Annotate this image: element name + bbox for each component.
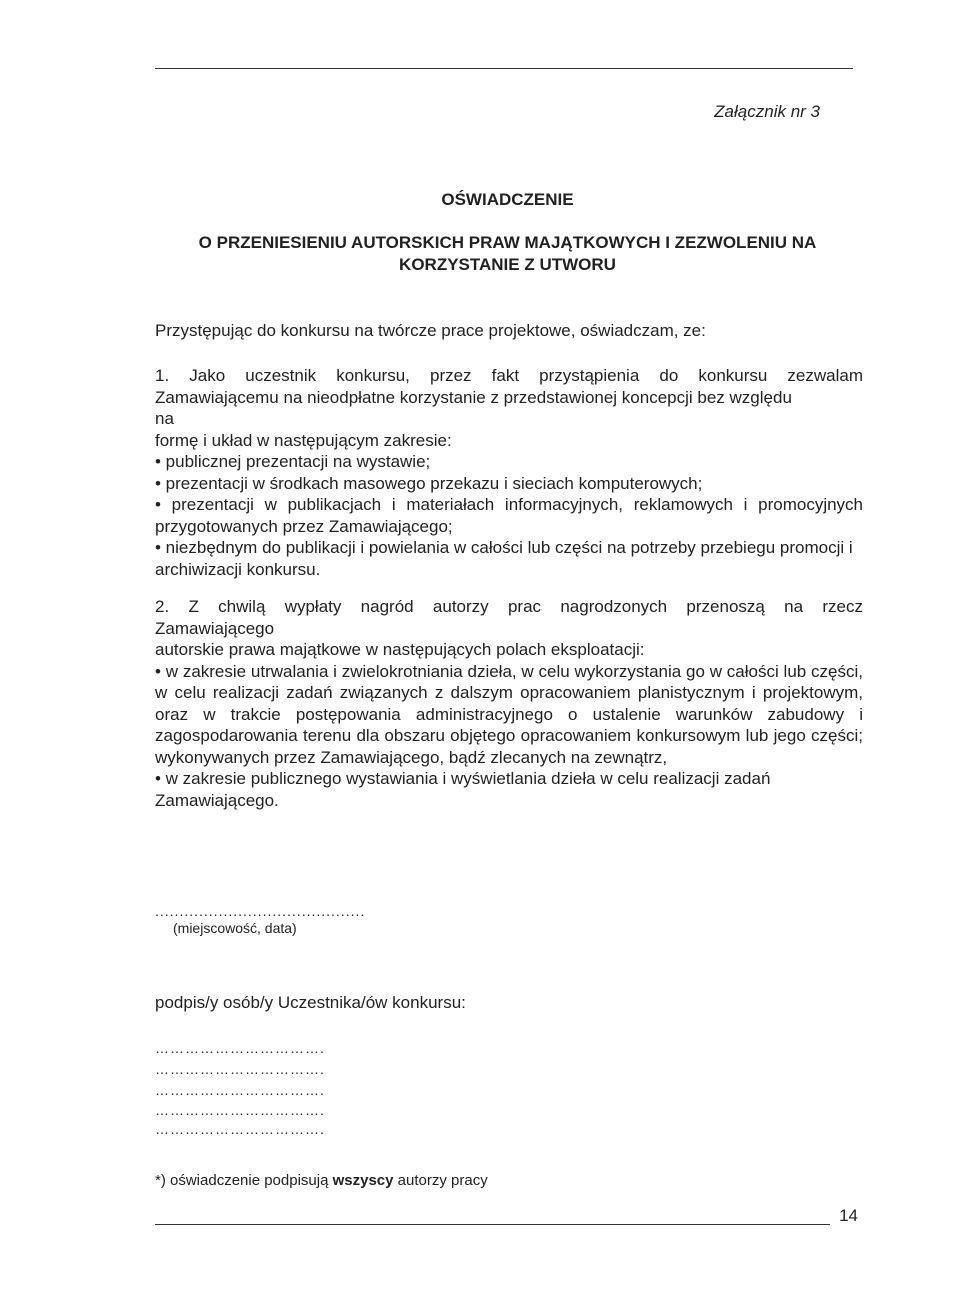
place-date-dotted-line: ........................................... (155, 903, 366, 919)
signature-label: podpis/y osób/y Uczestnika/ów konkursu: (155, 993, 466, 1012)
section-2-lead-line-2: Zamawiającego (155, 618, 275, 638)
section-1-bullet: • prezentacji w środkach masowego przekazu i sieciach komputerowych; (155, 473, 703, 493)
annex-label: Załącznik nr 3 (714, 102, 820, 121)
footnote-text: *) oświadczenie podpisują (155, 1172, 333, 1189)
section-2-lead-line-1: 2. Z chwilą wypłaty nagród autorzy prac nagrodzonych przenoszą na rzecz (155, 597, 863, 616)
section-1-bullet: • niezbędnym do publikacji i powielania w całości lub części na potrzeby przebiegu promocji i archiwizacji konkursu. (155, 538, 853, 579)
signature-line: ……………………………. (155, 1061, 325, 1077)
place-date-label: (miejscowość, data) (173, 920, 297, 936)
intro-text: Przystępując do konkursu na twórcze prace projektowe, oświadczam, ze: (155, 321, 706, 340)
section-1 (155, 365, 863, 580)
document-subtitle-line-2: KORZYSTANIE Z UTWORU (399, 255, 616, 274)
signature-line: ……………………………. (155, 1102, 325, 1118)
footnote-emphasis: wszyscy (332, 1172, 394, 1189)
section-2-lead-line-3: autorskie prawa majątkowe w następujących polach eksploatacji: (155, 640, 645, 659)
signature-line: ……………………………. (155, 1082, 325, 1098)
section-2-bullet: • w zakresie publicznego wystawiania i wyświetlania dzieła w celu realizacji zadań Zamawiającego. (155, 769, 771, 810)
section-1-bullet: • prezentacji w publikacjach i materiałach informacyjnych, reklamowych i promocyjnych przygotowanych przez Zamawiającego; (155, 495, 863, 536)
signature-line: ……………………………. (155, 1040, 325, 1056)
section-1-lead-line-4: formę i układ w następującym zakresie: (155, 430, 452, 450)
page-number: 14 (839, 1206, 858, 1225)
top-rule (155, 68, 853, 69)
document-subtitle-line-1: O PRZENIESIENIU AUTORSKICH PRAW MAJĄTKOWYCH I ZEZWOLENIU NA (198, 233, 817, 252)
section-1-bullet: • publicznej prezentacji na wystawie; (155, 452, 431, 471)
section-2 (155, 596, 863, 811)
signature-line: ……………………………. (155, 1121, 325, 1137)
document-title: OŚWIADCZENIE (441, 190, 574, 209)
bottom-rule (155, 1224, 830, 1225)
footnote (155, 1172, 488, 1189)
section-2-bullet: • w zakresie utrwalania i zwielokrotniania dzieła, w celu wykorzystania go w całości lub części, w celu realizacji zadań związanych z dalszym opracowaniem planistycznym i projektowym, oraz w trakcie postępowania administracyjnego o ustalenie warunków zabudowy i zagospodarowania terenu dla obszaru objętego opracowaniem konkursowym lub jego części; wykonywanych przez Zamawiającego, bądź zlecanych na zewnątrz, (155, 661, 863, 767)
section-1-lead-line-3: na (155, 409, 174, 428)
footnote-text-end: autorzy pracy (393, 1172, 488, 1189)
section-1-lead-line-2: Zamawiającemu na nieodpłatne korzystanie z przedstawionej koncepcji bez względu (155, 387, 792, 407)
section-1-lead-line-1: 1. Jako uczestnik konkursu, przez fakt przystąpienia do konkursu zezwalam (155, 366, 863, 385)
